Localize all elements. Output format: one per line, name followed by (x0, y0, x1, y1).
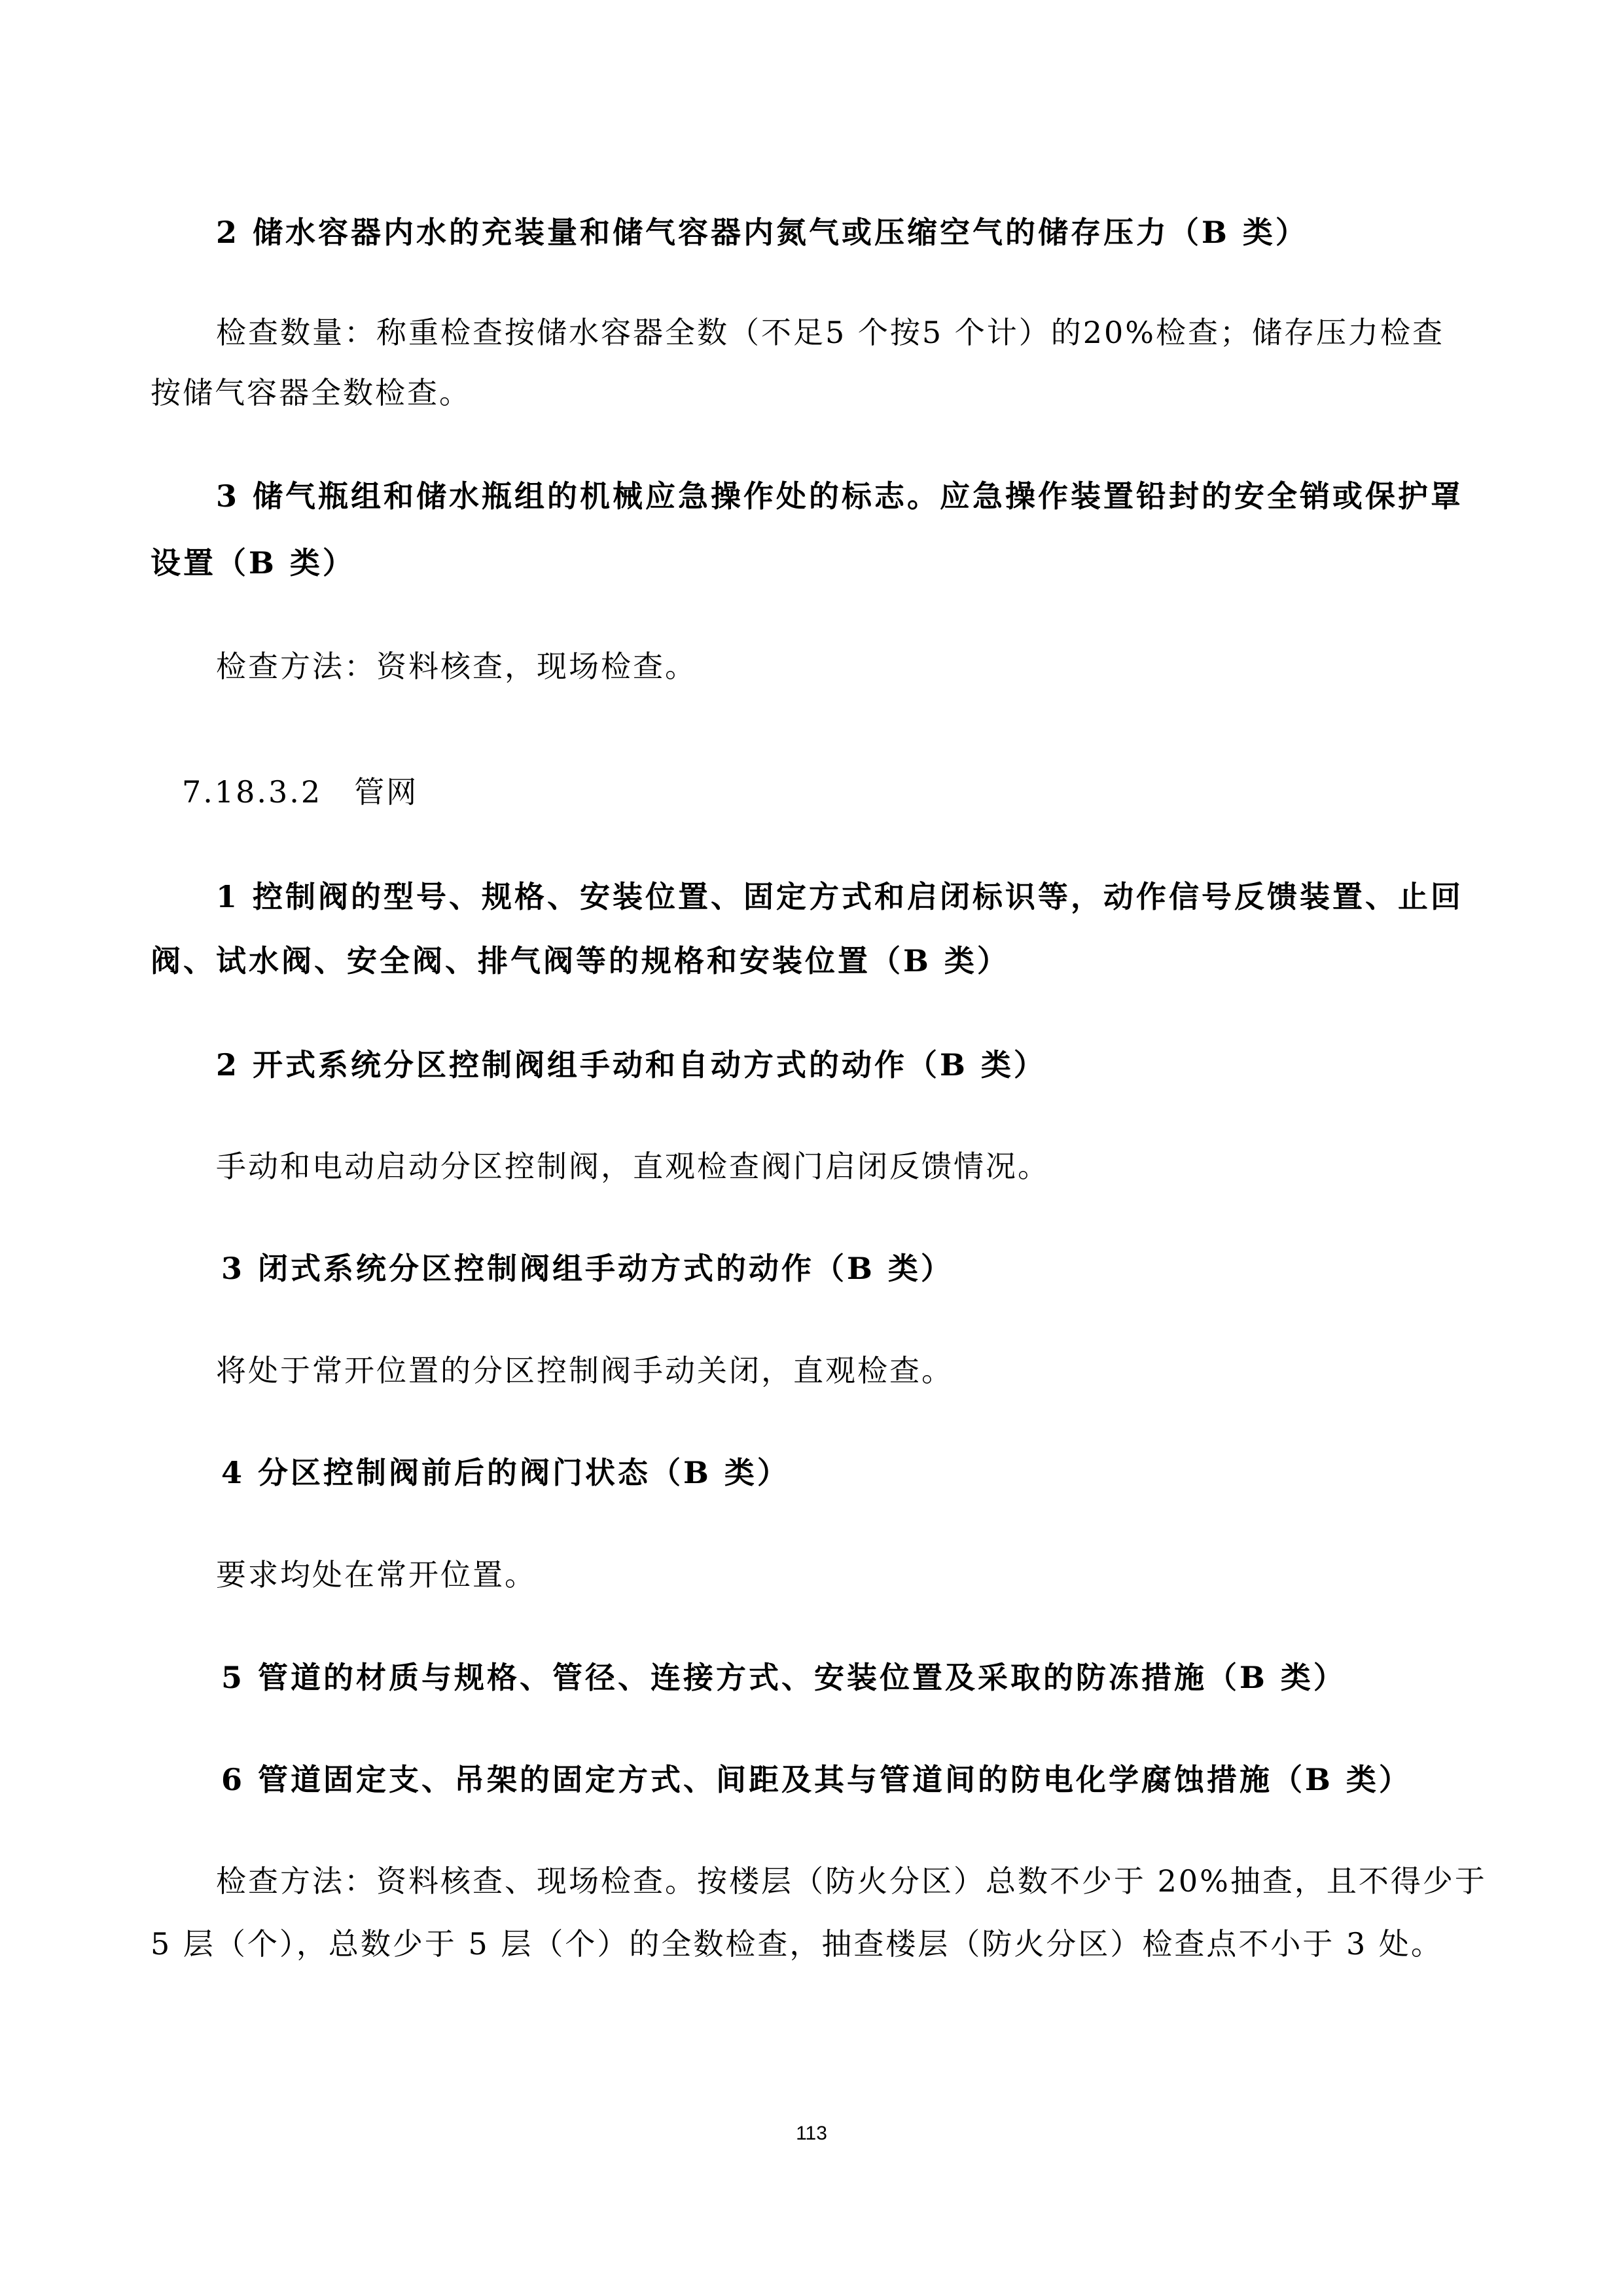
item-3-closed-system-valve: 3 闭式系统分区控制阀组手动方式的动作（B 类） (221, 1251, 954, 1286)
item-1-control-valve-line-1: 1 控制阀的型号、规格、安装位置、固定方式和启闭标识等，动作信号反馈装置、止回 (216, 879, 1464, 914)
item-3-emergency-operation-line-1: 3 储气瓶组和储水瓶组的机械应急操作处的标志。应急操作装置铅封的安全销或保护罩 (216, 478, 1464, 514)
page-number: 113 (796, 2123, 827, 2144)
item-2-storage-pressure: 2 储水容器内水的充装量和储气容器内氮气或压缩空气的储存压力（B 类） (216, 215, 1308, 250)
inspection-method-2-line-1: 检查方法：资料核查、现场检查。按楼层（防火分区）总数不少于 20%抽查，且不得少于 (216, 1863, 1487, 1899)
inspection-quantity-line-1: 检查数量：称重检查按储水容器全数（不足5 个按5 个计）的20%检查；储存压力检查 (216, 315, 1445, 350)
open-system-method: 手动和电动启动分区控制阀，直观检查阀门启闭反馈情况。 (216, 1149, 1050, 1184)
section-heading-pipe-network: 7.18.3.2 管网 (182, 774, 419, 810)
item-4-valve-state: 4 分区控制阀前后的阀门状态（B 类） (221, 1455, 790, 1490)
inspection-method-1: 检查方法：资料核查，现场检查。 (216, 649, 697, 684)
item-1-control-valve-line-2: 阀、试水阀、安全阀、排气阀等的规格和安装位置（B 类） (151, 943, 1010, 978)
closed-system-method: 将处于常开位置的分区控制阀手动关闭，直观检查。 (216, 1353, 954, 1388)
item-2-open-system-valve: 2 开式系统分区控制阀组手动和自动方式的动作（B 类） (216, 1047, 1046, 1083)
item-5-pipe-material: 5 管道的材质与规格、管径、连接方式、安装位置及采取的防冻措施（B 类） (221, 1660, 1346, 1695)
item-6-pipe-supports: 6 管道固定支、吊架的固定方式、间距及其与管道间的防电化学腐蚀措施（B 类） (221, 1762, 1412, 1797)
inspection-quantity-line-2: 按储气容器全数检查。 (151, 375, 471, 410)
valve-state-requirement: 要求均处在常开位置。 (216, 1557, 537, 1592)
item-3-emergency-operation-line-2: 设置（B 类） (151, 545, 355, 581)
inspection-method-2-line-2: 5 层（个），总数少于 5 层（个）的全数检查，抽查楼层（防火分区）检查点不小于 3 处。 (151, 1926, 1443, 1962)
